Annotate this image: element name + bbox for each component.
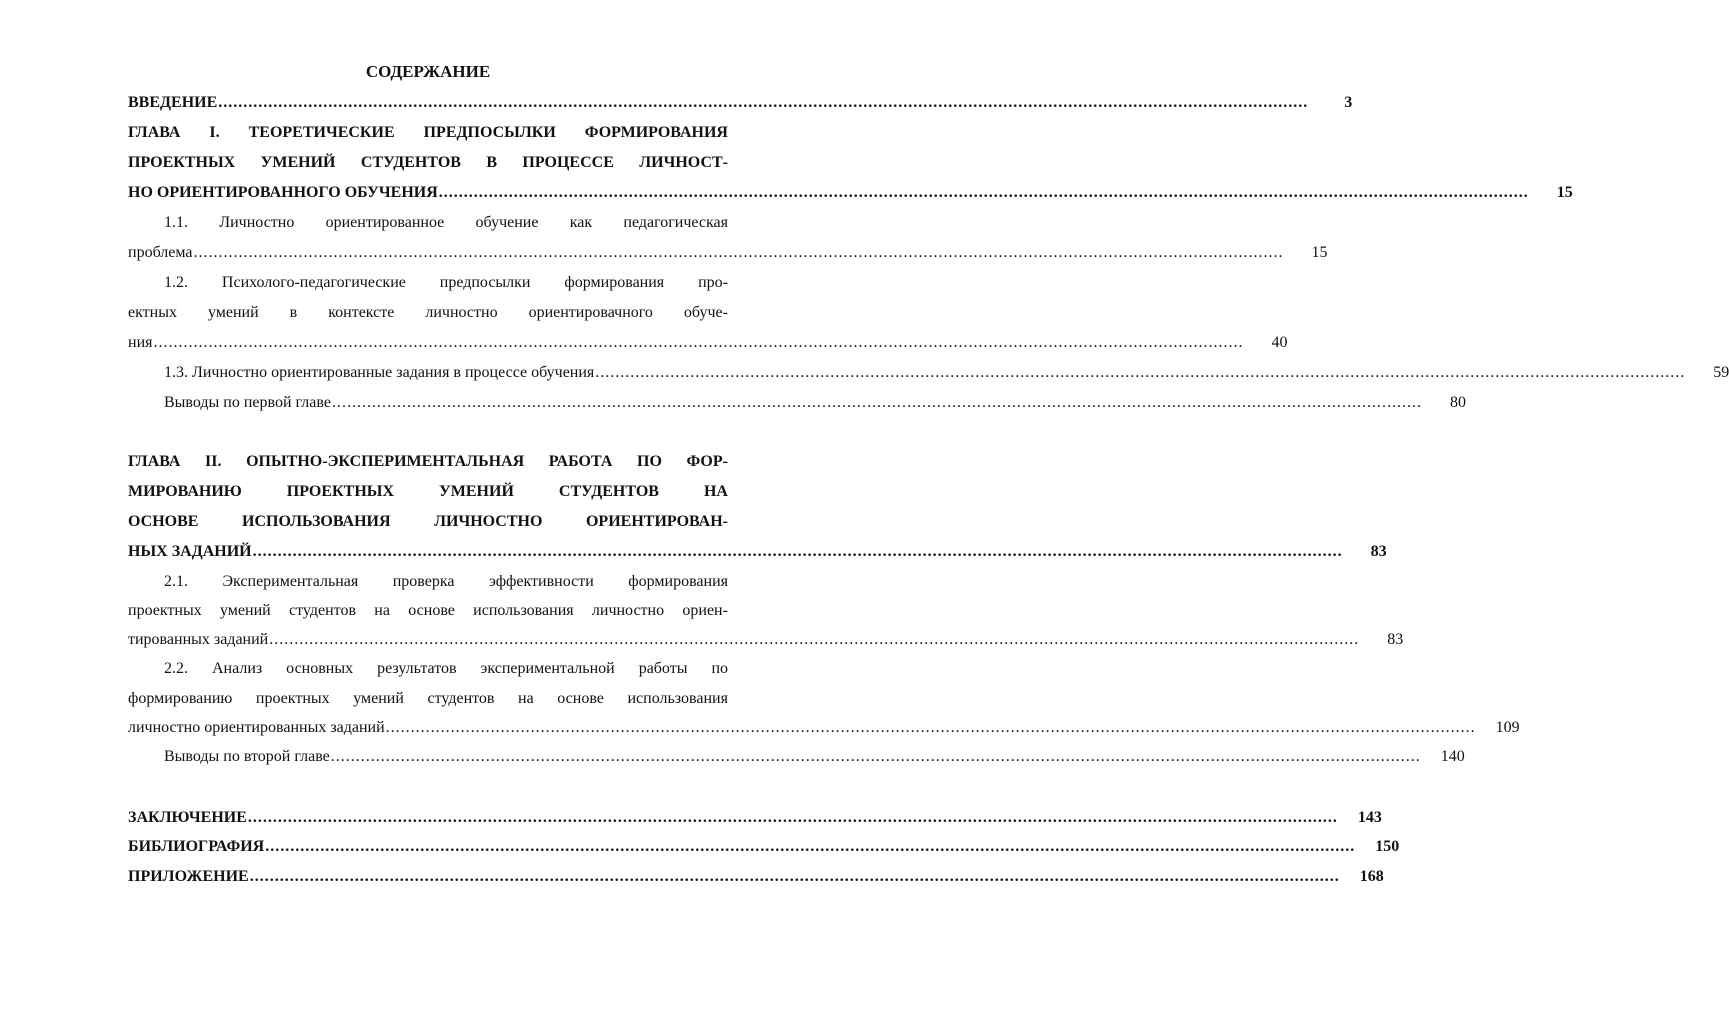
toc-word: личностно: [591, 602, 665, 619]
toc-section-2-2-line-2[interactable]: [128, 684, 728, 714]
toc-word: умений: [220, 602, 271, 619]
toc-word: ПО: [637, 453, 662, 470]
toc-section-2-1-line-3[interactable]: тированных заданий .......................................................................................................................................................................................................................... 83: [128, 625, 728, 655]
toc-word: умений: [353, 690, 404, 707]
toc-section-1-2-line-3[interactable]: ния .......................................................................................................................................................................................................................... 40: [128, 328, 728, 358]
toc-section-2-2-line-3[interactable]: личностно ориентированных заданий .......................................................................................................................................................................................................................... 109: [128, 713, 728, 743]
toc-word: использования: [627, 690, 728, 707]
toc-word: В: [486, 154, 497, 171]
toc-word: студентов: [427, 690, 495, 707]
toc-section-2-1-line-2[interactable]: [128, 596, 728, 626]
toc-word: Личностно: [219, 214, 295, 231]
page-number: 40: [1271, 334, 1288, 351]
toc-word: проектных: [255, 690, 330, 707]
page-number: 3: [1344, 94, 1353, 111]
toc-word: УМЕНИЙ: [260, 154, 336, 171]
toc-word: СТУДЕНТОВ: [558, 483, 659, 500]
toc-word: ектных: [128, 304, 177, 321]
page-number: 150: [1375, 838, 1400, 855]
toc-word: на: [518, 690, 534, 707]
toc-word: УМЕНИЙ: [439, 483, 514, 500]
toc-chapter-2-line-2[interactable]: [128, 477, 728, 507]
page-number: 80: [1449, 394, 1466, 411]
toc-chapter-1-line-3[interactable]: НО ОРИЕНТИРОВАННОГО ОБУЧЕНИЯ .......................................................................................................................................................................................................................... 15: [128, 178, 728, 208]
dot-leader: ..........................................................................................................................................................................................................................: [247, 809, 1338, 826]
toc-word: ПРОЕКТНЫХ: [286, 483, 395, 500]
toc-word: НА: [703, 483, 728, 500]
toc-word: ПРОЦЕССЕ: [522, 154, 614, 171]
toc-entry-bibliography[interactable]: БИБЛИОГРАФИЯ .......................................................................................................................................................................................................................... 150: [128, 832, 728, 862]
toc-word: 2.2.: [164, 660, 188, 677]
toc-word: обуче-: [683, 304, 728, 321]
page-number: 15: [1311, 244, 1328, 261]
toc-section-1-2-line-1[interactable]: [128, 268, 728, 298]
toc-word: как: [569, 214, 593, 231]
toc-chapter-1-conclusions[interactable]: Выводы по первой главе .......................................................................................................................................................................................................................... 80: [128, 388, 728, 418]
toc-section-2-1-line-1[interactable]: [128, 567, 728, 597]
page-number: 59: [1713, 364, 1729, 381]
toc-word: экспериментальной: [480, 660, 615, 677]
toc-chapter-2-line-1[interactable]: [128, 447, 728, 477]
toc-word: СТУДЕНТОВ: [360, 154, 461, 171]
dot-leader: ..........................................................................................................................................................................................................................: [218, 94, 1309, 111]
dot-leader: ..........................................................................................................................................................................................................................: [269, 631, 1360, 648]
toc-word: Экспериментальная: [222, 573, 359, 590]
toc-word: ОРИЕНТИРОВАН-: [585, 513, 728, 530]
toc-word: по: [711, 660, 728, 677]
page-number: 143: [1357, 809, 1382, 826]
toc-word: ФОР-: [686, 453, 728, 470]
dot-leader: ..........................................................................................................................................................................................................................: [385, 719, 1476, 736]
toc-word: ОПЫТНО-ЭКСПЕРИМЕНТАЛЬНАЯ: [246, 453, 525, 470]
toc-section-1-1-line-1[interactable]: [128, 208, 728, 238]
toc-word: ЛИЧНОСТНО: [434, 513, 543, 530]
dot-leader: ..........................................................................................................................................................................................................................: [331, 394, 1422, 411]
toc-word: ПРЕДПОСЫЛКИ: [423, 124, 556, 141]
toc-chapter-1-line-1[interactable]: [128, 118, 728, 148]
toc-word: Анализ: [211, 660, 263, 677]
toc-word: в: [289, 304, 298, 321]
toc-word: результатов: [377, 660, 457, 677]
toc-chapter-2-line-4[interactable]: НЫХ ЗАДАНИЙ .......................................................................................................................................................................................................................... 83: [128, 537, 728, 567]
toc-title: СОДЕРЖАНИЕ: [365, 62, 491, 81]
toc-word: основных: [286, 660, 354, 677]
toc-chapter-2-conclusions[interactable]: Выводы по второй главе .......................................................................................................................................................................................................................... 140: [128, 742, 728, 772]
toc-word: ориентированное: [325, 214, 445, 231]
toc-word: МИРОВАНИЮ: [128, 483, 242, 500]
toc-section-1-3[interactable]: 1.3. Личностно ориентированные задания в процессе обучения .......................................................................................................................................................................................................................... 59: [128, 358, 728, 388]
dot-leader: ..........................................................................................................................................................................................................................: [330, 748, 1421, 765]
toc-entry-introduction[interactable]: ВВЕДЕНИЕ .......................................................................................................................................................................................................................... 3: [128, 88, 728, 118]
toc-word: формирования: [628, 573, 728, 590]
toc-word: про-: [698, 274, 728, 291]
toc-word: РАБОТА: [548, 453, 613, 470]
toc-word: работы: [638, 660, 688, 677]
toc-word: 2.1.: [164, 573, 188, 590]
toc-word: формированию: [128, 690, 233, 707]
page-number: 109: [1495, 719, 1520, 736]
dot-leader: ..........................................................................................................................................................................................................................: [249, 868, 1340, 885]
toc-word: ориен-: [682, 602, 728, 619]
toc-word: основе: [557, 690, 604, 707]
toc-word: формирования: [564, 274, 665, 291]
page-number: 15: [1556, 184, 1573, 201]
page-number: 140: [1440, 748, 1465, 765]
toc-word: ТЕОРЕТИЧЕСКИЕ: [248, 124, 395, 141]
dot-leader: ..........................................................................................................................................................................................................................: [252, 543, 1343, 560]
toc-word: личностно: [425, 304, 498, 321]
toc-word: умений: [207, 304, 259, 321]
dot-leader: ..........................................................................................................................................................................................................................: [265, 838, 1356, 855]
toc-section-1-1-line-2[interactable]: проблема .......................................................................................................................................................................................................................... 15: [128, 238, 728, 268]
dot-leader: ..........................................................................................................................................................................................................................: [438, 184, 1529, 201]
toc-word: ориентировачного: [528, 304, 653, 321]
page-number: 83: [1370, 543, 1387, 560]
toc-word: ГЛАВА: [128, 124, 181, 141]
toc-word: использования: [473, 602, 574, 619]
toc-word: Психолого-педагогические: [221, 274, 406, 291]
toc-entry-appendix[interactable]: ПРИЛОЖЕНИЕ .......................................................................................................................................................................................................................... 168: [128, 862, 728, 892]
page-number: 168: [1359, 868, 1384, 885]
toc-word: основе: [408, 602, 455, 619]
toc-word: эффективности: [488, 573, 594, 590]
toc-word: 1.2.: [164, 274, 188, 291]
toc-entry-conclusion[interactable]: ЗАКЛЮЧЕНИЕ .......................................................................................................................................................................................................................... 143: [128, 803, 728, 833]
toc-word: контексте: [328, 304, 395, 321]
toc-word: ИСПОЛЬЗОВАНИЯ: [242, 513, 391, 530]
page-number: 83: [1387, 631, 1404, 648]
toc-word: обучение: [475, 214, 539, 231]
dot-leader: ..........................................................................................................................................................................................................................: [595, 364, 1686, 381]
toc-chapter-2-line-3[interactable]: [128, 507, 728, 537]
toc-word: студентов: [289, 602, 357, 619]
toc-word: на: [374, 602, 390, 619]
toc-word: ОСНОВЕ: [128, 513, 199, 530]
toc-word: проектных: [128, 602, 202, 619]
dot-leader: ..........................................................................................................................................................................................................................: [193, 244, 1284, 261]
toc-word: педагогическая: [623, 214, 728, 231]
toc-word: I.: [209, 124, 220, 141]
toc-section-2-2-line-1[interactable]: [128, 654, 728, 684]
dot-leader: ..........................................................................................................................................................................................................................: [153, 334, 1244, 351]
toc-word: ПРОЕКТНЫХ: [128, 154, 236, 171]
toc-word: ГЛАВА: [128, 453, 181, 470]
toc-word: II.: [205, 453, 222, 470]
toc-word: ФОРМИРОВАНИЯ: [584, 124, 728, 141]
toc-word: ЛИЧНОСТ-: [639, 154, 728, 171]
toc-word: 1.1.: [164, 214, 188, 231]
toc-word: предпосылки: [439, 274, 531, 291]
toc-section-1-2-line-2[interactable]: [128, 298, 728, 328]
toc-word: проверка: [392, 573, 455, 590]
toc-chapter-1-line-2[interactable]: [128, 148, 728, 178]
